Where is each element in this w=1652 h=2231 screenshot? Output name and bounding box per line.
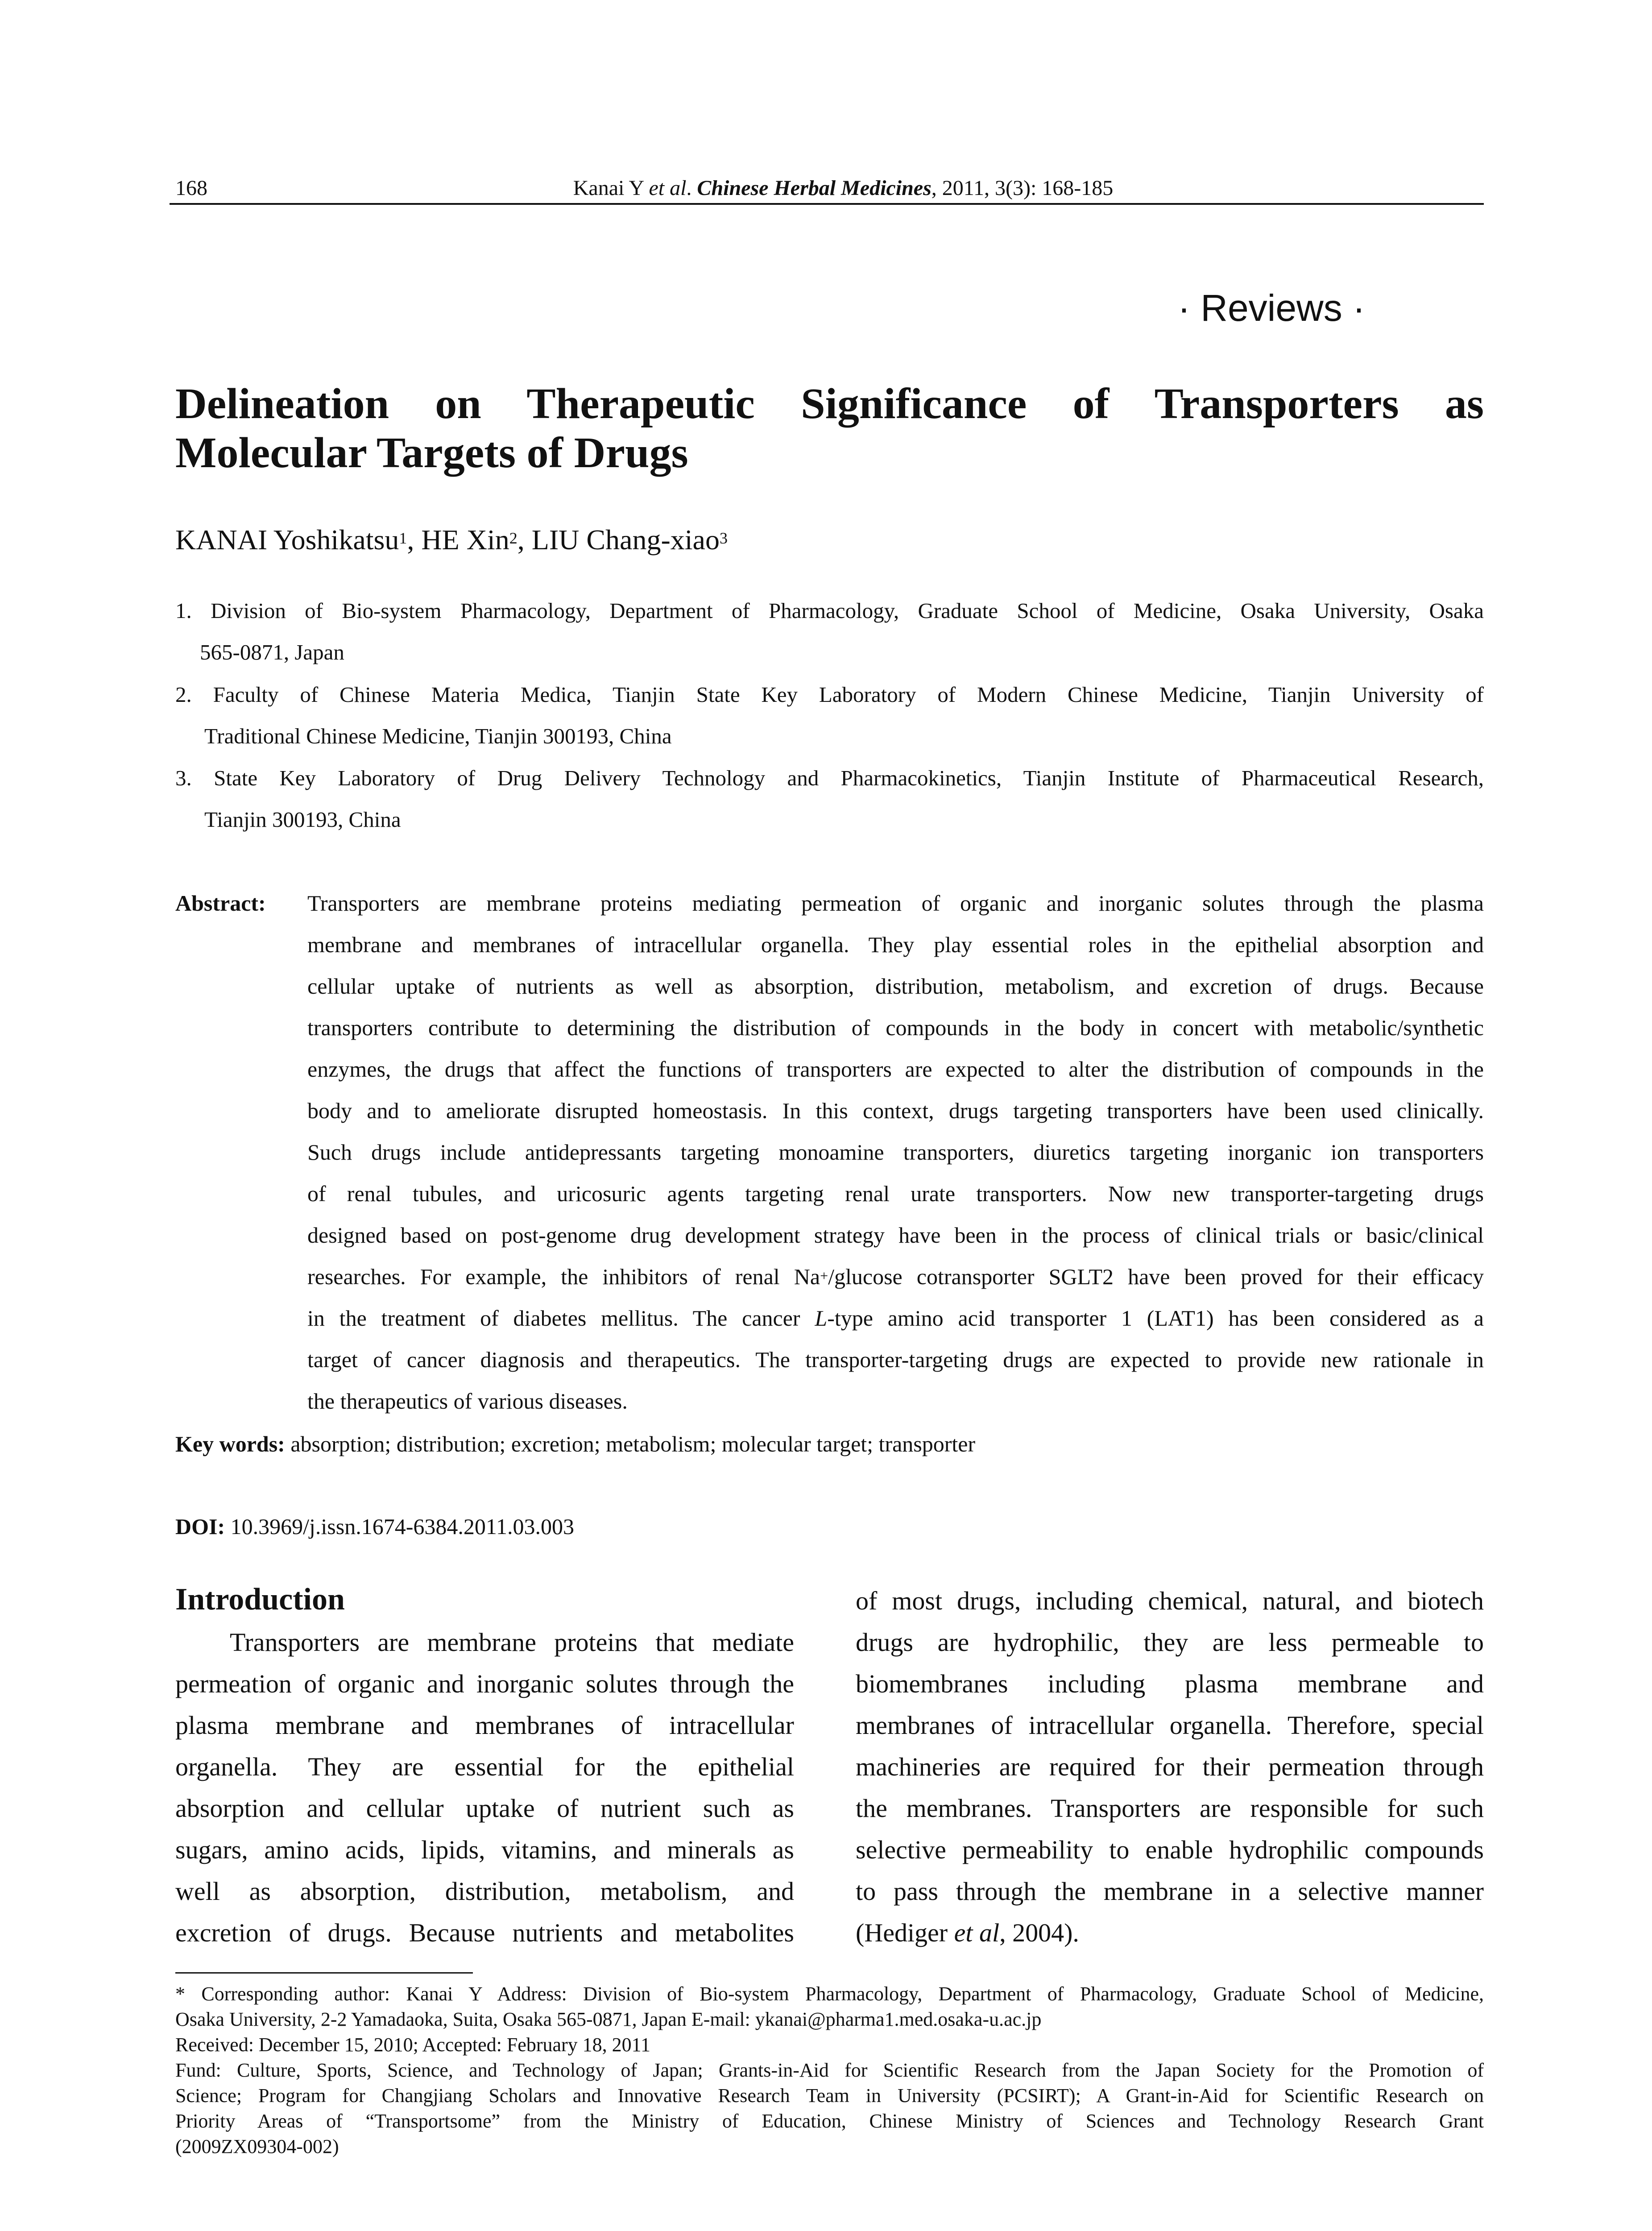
abstract-line: of renal tubules, and uricosuric agents targeting renal urate transporters. Now new transporter-targeting drugs — [307, 1181, 1484, 1206]
body-line: machineries are required for their permeation through — [856, 1752, 1484, 1781]
abstract-text: in the treatment of diabetes mellitus. The cancer — [307, 1306, 815, 1331]
keywords-label: Key words: — [175, 1431, 285, 1456]
abstract-line: cellular uptake of nutrients as well as absorption, distribution, metabolism, and excretion of drugs. Because — [307, 974, 1484, 999]
running-head-journal: Chinese Herbal Medicines — [697, 176, 932, 200]
doi-label: DOI: — [175, 1514, 225, 1539]
author-name: KANAI Yoshikatsu — [175, 524, 399, 556]
section-heading-introduction: Introduction — [175, 1582, 345, 1617]
abstract-italic: L — [815, 1306, 828, 1331]
keywords-text: absorption; distribution; excretion; metabolism; molecular target; transporter — [285, 1431, 976, 1456]
author-name: HE Xin — [421, 524, 509, 556]
affiliation-3-line-1: 3. State Key Laboratory of Drug Delivery Technology and Pharmacokinetics, Tianjin Institute of Pharmaceutical Research, — [175, 766, 1484, 790]
body-line: drugs are hydrophilic, they are less permeable to — [856, 1628, 1484, 1657]
body-italic: et al — [954, 1918, 1000, 1947]
body-line: to pass through the membrane in a selective manner — [856, 1877, 1484, 1906]
body-line — [856, 1912, 1484, 1953]
article-title-line-2: Molecular Targets of Drugs — [175, 429, 688, 477]
running-head-etal: et al — [649, 176, 687, 200]
body-line: the membranes. Transporters are responsible for such — [856, 1794, 1484, 1823]
author-affiliation-mark: 1 — [399, 529, 407, 547]
running-head-authors: Kanai Y — [573, 176, 649, 200]
doi-text: 10.3969/j.issn.1674-6384.2011.03.003 — [225, 1514, 574, 1539]
article-title-line-1: Delineation on Therapeutic Significance of Transporters as — [175, 380, 1484, 428]
body-line: membranes of intracellular organella. Therefore, special — [856, 1711, 1484, 1740]
body-line: permeation of organic and inorganic solutes through the — [175, 1669, 794, 1698]
body-line: biomembranes including plasma membrane and — [856, 1669, 1484, 1698]
abstract-line: Such drugs include antidepressants targeting monoamine transporters, diuretics targeting inorganic ion transporters — [307, 1140, 1484, 1165]
abstract-line: membrane and membranes of intracellular organella. They play essential roles in the epithelial absorption and — [307, 932, 1484, 957]
abstract-line — [307, 1298, 1484, 1339]
body-line: absorption and cellular uptake of nutrient such as — [175, 1794, 794, 1823]
section-tag: · Reviews · — [1177, 287, 1366, 329]
running-head — [509, 175, 1178, 202]
abstract-text: researches. For example, the inhibitors of renal Na — [307, 1264, 820, 1289]
author-affiliation-mark: 3 — [719, 529, 728, 547]
abstract-text: /glucose cotransporter SGLT2 have been proved for their efficacy — [828, 1264, 1484, 1289]
abstract-line: body and to ameliorate disrupted homeostasis. In this context, drugs targeting transporters have been used clinically. — [307, 1098, 1484, 1123]
keywords — [175, 1423, 975, 1465]
doi — [175, 1506, 574, 1547]
body-text: (Hediger — [856, 1918, 954, 1947]
affiliation-2-line-2: Traditional Chinese Medicine, Tianjin 300193, China — [204, 724, 672, 748]
abstract-text: -type amino acid transporter 1 (LAT1) has been considered as a — [827, 1306, 1484, 1331]
footnote-fund-line: (2009ZX09304-002) — [175, 2136, 339, 2157]
body-text: , 2004). — [999, 1918, 1079, 1947]
affiliation-3-line-2: Tianjin 300193, China — [204, 807, 401, 832]
footnote-fund-line: Fund: Culture, Sports, Science, and Technology of Japan; Grants-in-Aid for Scientific Research from the Japan Society for the Promotion of — [175, 2059, 1484, 2081]
footnote-fund-line: Priority Areas of “Transportsome” from the Ministry of Education, Chinese Ministry of Sciences and Technology Research Grant — [175, 2110, 1484, 2132]
body-line: sugars, amino acids, lipids, vitamins, and minerals as — [175, 1835, 794, 1864]
affiliation-2-line-1: 2. Faculty of Chinese Materia Medica, Tianjin State Key Laboratory of Modern Chinese Medicine, Tianjin University of — [175, 682, 1484, 707]
affiliation-1-line-1: 1. Division of Bio-system Pharmacology, Department of Pharmacology, Graduate School of Medicine, Osaka University, Osaka — [175, 598, 1484, 623]
footnote-received: Received: December 15, 2010; Accepted: February 18, 2011 — [175, 2034, 651, 2056]
abstract-line: transporters contribute to determining the distribution of compounds in the body in concert with metabolic/synthetic — [307, 1015, 1484, 1040]
running-head-citation: , 2011, 3(3): 168-185 — [931, 176, 1114, 200]
footnote-corresponding-line-1: * Corresponding author: Kanai Y Address: Division of Bio-system Pharmacology, Department of Pharmacology, Graduate School of Medicine, — [175, 1983, 1484, 2005]
page-number: 168 — [175, 176, 207, 200]
author-list: KANAI Yoshikatsu$^1$, HE Xin$^2$, LIU Chang-xiao$^3$ — [175, 524, 728, 556]
author-affiliation-mark: 2 — [509, 529, 518, 547]
abstract-line: designed based on post-genome drug development strategy have been in the process of clinical trials or basic/clinical — [307, 1223, 1484, 1248]
header-rule — [170, 203, 1484, 205]
body-line: plasma membrane and membranes of intracellular — [175, 1711, 794, 1740]
abstract-line: enzymes, the drugs that affect the functions of transporters are expected to alter the distribution of compounds in the — [307, 1057, 1484, 1082]
body-line: Transporters are membrane proteins that mediate — [230, 1628, 794, 1657]
abstract-line — [307, 1256, 1484, 1298]
body-line: well as absorption, distribution, metabolism, and — [175, 1877, 794, 1906]
abstract-label: Abstract: — [175, 891, 266, 916]
affiliation-1-line-2: 565-0871, Japan — [200, 640, 344, 664]
superscript: + — [820, 1268, 828, 1284]
footnote-fund-line: Science; Program for Changjiang Scholars and Innovative Research Team in University (PCSIRT); A Grant-in-Aid for Scientific Research on — [175, 2085, 1484, 2107]
body-line: selective permeability to enable hydrophilic compounds — [856, 1835, 1484, 1864]
footnote-corresponding-line-2: Osaka University, 2-2 Yamadaoka, Suita, Osaka 565-0871, Japan E-mail: ykanai@pharma1.med.osaka-u.ac.jp — [175, 2008, 1042, 2030]
abstract-line: target of cancer diagnosis and therapeutics. The transporter-targeting drugs are expected to provide new rationale in — [307, 1347, 1484, 1372]
author-name: LIU Chang-xiao — [531, 524, 720, 556]
running-head-dot: . — [686, 176, 697, 200]
abstract-line: the therapeutics of various diseases. — [307, 1389, 628, 1414]
body-line: of most drugs, including chemical, natural, and biotech — [856, 1586, 1484, 1615]
body-line: excretion of drugs. Because nutrients and metabolites — [175, 1918, 794, 1947]
footnote-rule — [175, 1972, 473, 1974]
abstract-line: Transporters are membrane proteins mediating permeation of organic and inorganic solutes through the plasma — [307, 891, 1484, 916]
body-line: organella. They are essential for the epithelial — [175, 1752, 794, 1781]
